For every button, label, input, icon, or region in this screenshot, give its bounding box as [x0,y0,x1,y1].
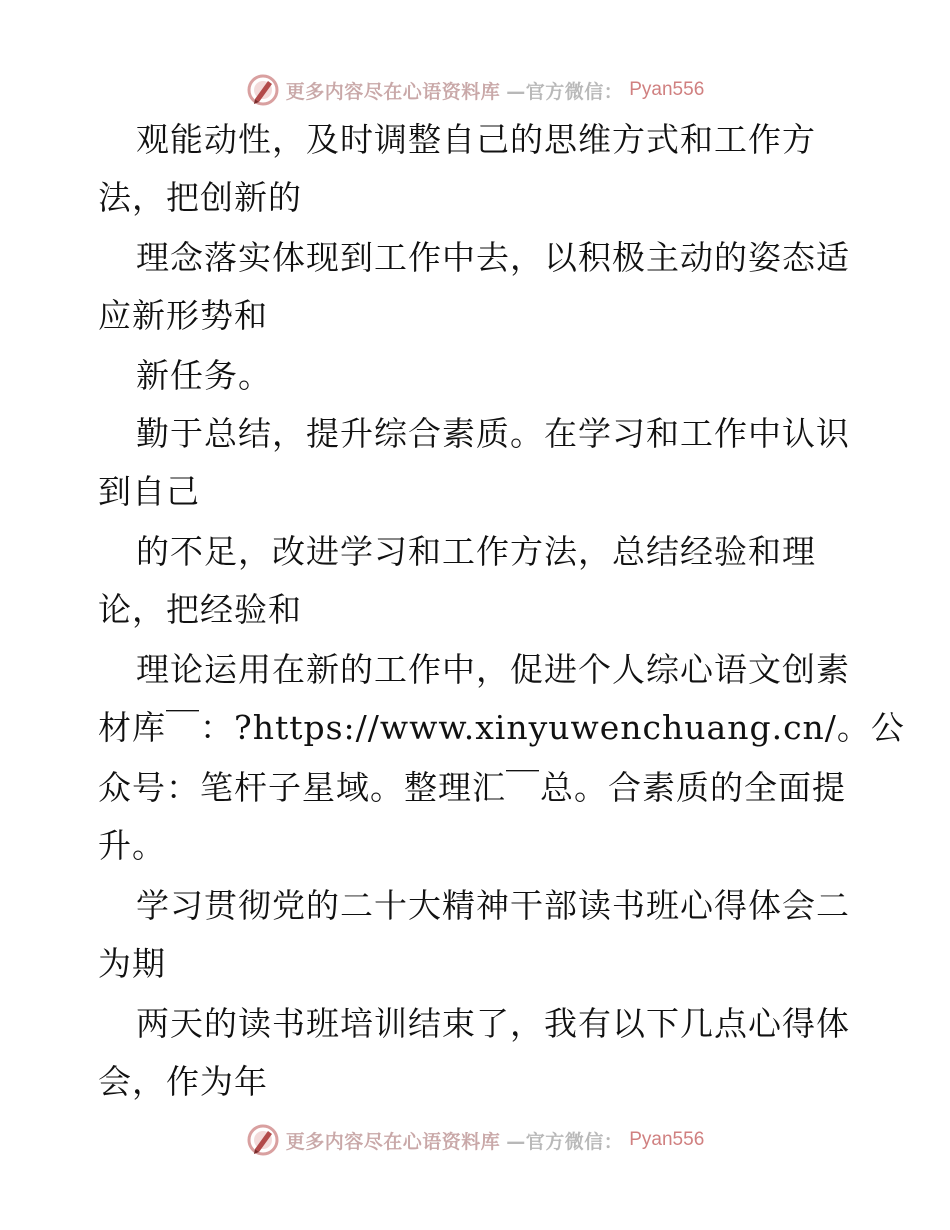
watermark-separator-text: —官方微信： [506,80,624,103]
watermark-main-text: 更多内容尽在心语资料库 [285,1130,501,1153]
watermark-wechat-id: Pyan556 [629,1129,705,1150]
pen-logo-icon [246,1123,280,1157]
text-line: 会，作为年 [98,1062,268,1101]
text-line: 勤于总结，提升综合素质。在学习和工作中认识 [136,414,850,453]
watermark-main-text: 更多内容尽在心语资料库 [285,80,501,103]
text-line: 观能动性，及时调整自己的思维方式和工作方 [136,120,816,159]
text-line: 论，把经验和 [98,590,302,629]
text-line: 两天的读书班培训结束了，我有以下几点心得体 [136,1004,850,1043]
header-watermark [0,70,950,110]
text-line: 新任务。 [136,356,272,395]
text-line: 到自己 [98,472,200,511]
text-line: 升。 [98,826,166,865]
footer-watermark [0,1120,950,1160]
text-line: 的不足，改进学习和工作方法，总结经验和理 [136,532,816,571]
text-line: 理论运用在新的工作中，促进个人综心语文创素 [136,650,850,689]
text-line: 法，把创新的 [98,178,302,217]
text-line: 学习贯彻党的二十大精神干部读书班心得体会二 [136,886,850,925]
pen-logo-icon [246,73,280,107]
text-line: 为期 [98,944,166,983]
text-line: 应新形势和 [98,296,268,335]
text-line: 众号：笔杆子星域。整理汇￣总。合素质的全面提 [98,768,846,807]
watermark-wechat-id: Pyan556 [629,79,705,100]
text-line: 理念落实体现到工作中去，以积极主动的姿态适 [136,238,850,277]
watermark-separator-text: —官方微信： [506,1130,624,1153]
text-line: 材库￣：?https://www.xinyuwenchuang.cn/。公 [98,708,905,747]
